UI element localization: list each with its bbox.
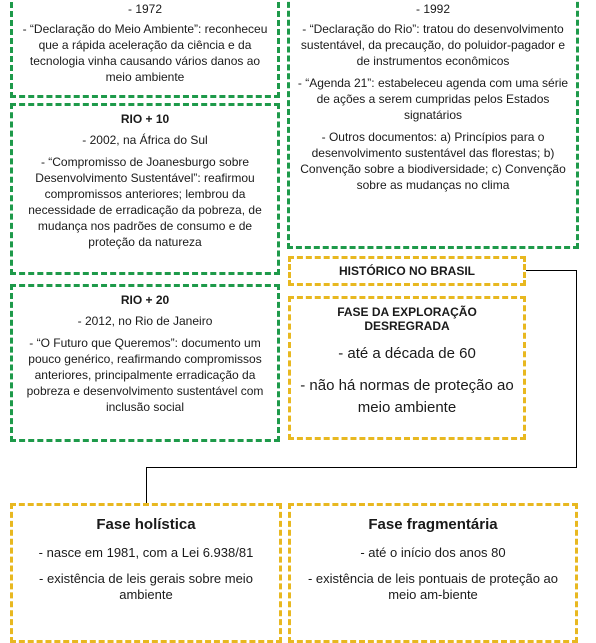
- holistica-item-1: - nasce em 1981, com a Lei 6.938/81: [38, 545, 254, 560]
- rio-92-box: [287, 0, 579, 249]
- connector-right-vertical: [576, 270, 577, 467]
- fragmentaria-title: Fase fragmentária: [368, 516, 498, 533]
- rio10-title: RIO + 10: [120, 112, 170, 126]
- rio10-compromisso: - “Compromisso de Joanesburgo sobre Desenvolvimento Sustentável”: reafirmou compromissos anteriores; lembrou da necessidade de erradicação da pobreza, de mudança nos padrões de consumo e de proteção da natureza: [28, 155, 262, 249]
- rio92-declaration: - “Declaração do Rio”: tratou do desenvolvimento sustentável, da precaução, do poluidor-pagador e de instrumentos econômicos: [300, 22, 566, 68]
- holistica-title: Fase holística: [96, 516, 196, 533]
- fragmentaria-item-1: - até o início dos anos 80: [360, 545, 506, 560]
- exploracao-box: [288, 296, 526, 440]
- rio92-other-docs: - Outros documentos: a) Princípios para o desenvolvimento sustentável das florestas; b) Convenção sobre a biodiversidade; c) Convenção sobre as mudanças no clima: [300, 130, 566, 192]
- historico-title: HISTÓRICO NO BRASIL: [338, 264, 475, 278]
- connector-left-down: [146, 467, 147, 503]
- rio20-title: RIO + 20: [120, 293, 170, 307]
- rio20-year: - 2012, no Rio de Janeiro: [77, 314, 213, 328]
- connector-horizontal: [146, 467, 577, 468]
- stockholm-declaration: - “Declaração do Meio Ambiente”: reconheceu que a rápida aceleração da ciência e da tecnologia vinha causando vários danos ao meio ambiente: [22, 22, 268, 84]
- rio-20-box: [10, 284, 280, 442]
- exploracao-title: FASE DA EXPLORAÇÃO DESREGRADA: [337, 305, 477, 333]
- holistica-item-2: - existência de leis gerais sobre meio ambiente: [39, 571, 253, 602]
- stockholm-year: - 1972: [127, 2, 163, 16]
- exploracao-item-2: - não há normas de proteção ao meio ambiente: [300, 377, 514, 416]
- rio-10-box: [10, 103, 280, 275]
- rio92-year: - 1992: [415, 2, 451, 16]
- connector-historico-right: [526, 270, 576, 271]
- fragmentaria-item-2: - existência de leis pontuais de proteção ao meio am-biente: [307, 571, 559, 602]
- rio20-futuro: - “O Futuro que Queremos”: documento um pouco genérico, reafirmando compromissos anteriores, principalmente erradicação da pobreza e desenvolvimento sustentável com inclusão social: [26, 336, 264, 414]
- rio10-year: - 2002, na África do Sul: [82, 133, 208, 147]
- exploracao-item-1: - até a década de 60: [338, 345, 476, 362]
- rio92-agenda21: - “Agenda 21”: estabeleceu agenda com uma série de ações a serem cumpridas pelos Estados signatários: [297, 76, 569, 122]
- stockholm-1972-box: [10, 0, 280, 98]
- fragmentaria-box: [288, 503, 578, 643]
- holistica-box: [10, 503, 282, 643]
- historico-brasil-box: [288, 256, 526, 286]
